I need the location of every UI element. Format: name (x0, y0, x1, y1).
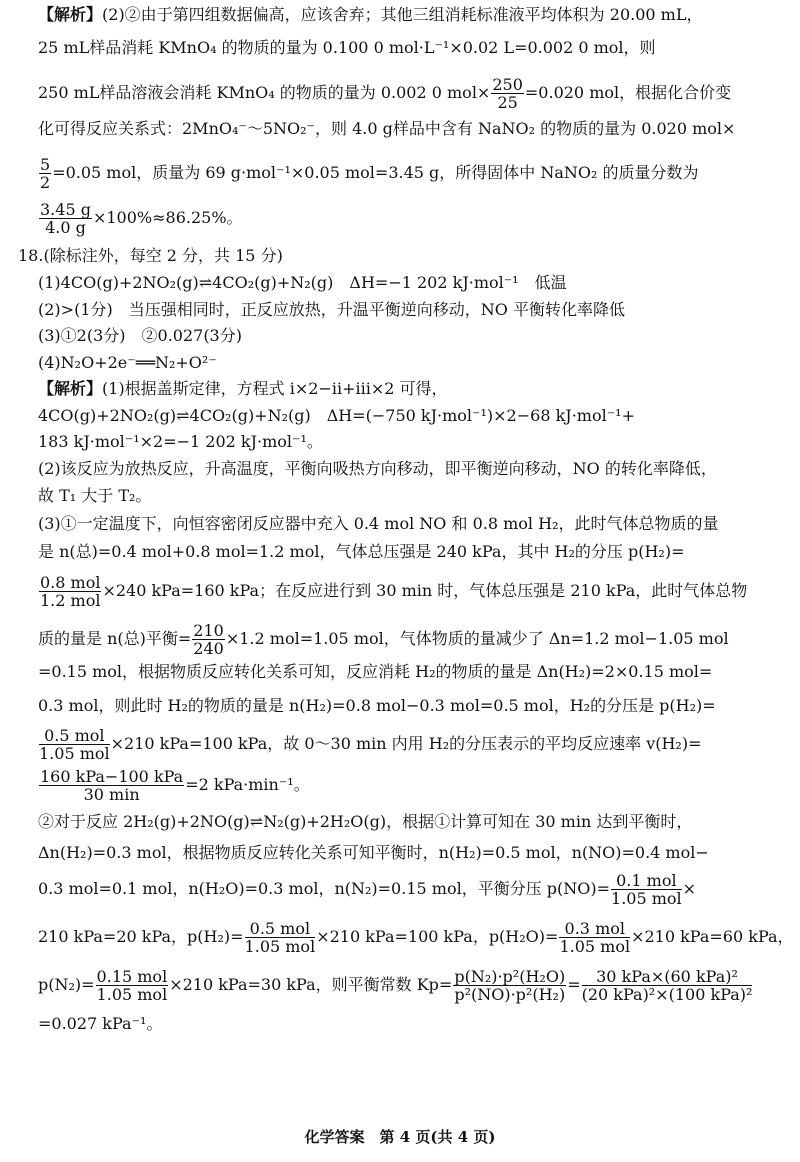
analysis-text: 0.3 mol=0.1 mol，n(H₂O)=0.3 mol，n(N₂)=0.15 mol，平衡分压 p(NO)= (38, 879, 611, 898)
fraction-numerator: 5 (40, 155, 51, 174)
fraction-denominator: (20 kPa)²×(100 kPa)² (581, 985, 753, 1004)
analysis-text: × (682, 879, 697, 898)
page-footer: 化学答案 第 4 页(共 4 页) (304, 1128, 496, 1146)
fraction-denominator: 1.05 mol (96, 985, 168, 1004)
analysis-text: = (567, 975, 581, 994)
analysis-line (38, 622, 729, 657)
fraction-numerator: 30 kPa×(60 kPa)² (582, 968, 753, 986)
analysis-text: (2)②由于第四组数据偏高，应该舍弃；其他三组消耗标准液平均体积为 20.00 mL， (102, 5, 703, 24)
analysis-text: ×100%≈86.25%。 (92, 208, 243, 227)
analysis-line (38, 201, 243, 236)
analysis-text: ×1.2 mol=1.05 mol，气体物质的量减少了 Δn=1.2 mol−1.05 mol (225, 629, 729, 648)
analysis-line: (2)该反应为放热反应，升高温度，平衡向吸热方向移动，即平衡逆向移动，NO 的转化率降低， (38, 459, 717, 478)
analysis-line (38, 920, 794, 955)
analysis-line: =0.15 mol，根据物质反应转化关系可知，反应消耗 H₂的物质的量是 Δn(H₂)=2×0.15 mol= (38, 662, 713, 681)
fraction (39, 768, 184, 803)
analysis-line (38, 968, 753, 1003)
analysis-line: 故 T₁ 大于 T₂。 (38, 486, 152, 505)
fraction (559, 920, 630, 955)
fraction (39, 574, 101, 609)
fraction-denominator: 1.05 mol (559, 937, 631, 956)
fraction-denominator: 1.05 mol (39, 744, 110, 763)
fraction-numerator: 160 kPa−100 kPa (40, 767, 184, 786)
answer-line: (1)4CO(g)+2NO₂(g)⇌4CO₂(g)+N₂(g) ΔH=−1 202 kJ·mol⁻¹ 低温 (38, 273, 567, 292)
analysis-text: ×210 kPa=100 kPa，p(H₂O)= (316, 927, 559, 946)
analysis-line: =0.027 kPa⁻¹。 (38, 1014, 163, 1033)
fraction (453, 968, 566, 1003)
fraction (611, 872, 682, 907)
fraction-numerator: 0.5 mol (245, 920, 316, 938)
fraction-numerator: 210 (193, 621, 224, 640)
fraction-denominator: p²(NO)·p²(H₂) (454, 985, 566, 1004)
analysis-line (38, 378, 448, 400)
analysis-line (38, 727, 702, 762)
fraction-denominator: 1.05 mol (611, 889, 682, 908)
analysis-tag: 【解析】 (38, 379, 103, 398)
fraction (39, 156, 51, 191)
analysis-text: ×210 kPa=30 kPa，则平衡常数 Kp= (169, 975, 453, 994)
fraction-denominator: 25 (497, 93, 518, 112)
fraction-numerator: 250 (492, 75, 523, 94)
analysis-text: 质的量是 n(总)平衡= (38, 629, 192, 648)
fraction-denominator: 4.0 g (45, 218, 86, 237)
analysis-line: 是 n(总)=0.4 mol+0.8 mol=1.2 mol，气体总压强是 240 kPa，其中 H₂的分压 p(H₂)= (38, 542, 685, 561)
analysis-text: ×210 kPa=100 kPa，故 0～30 min 内用 H₂的分压表示的平均反应速率 v(H₂)= (110, 734, 702, 753)
fraction-denominator: 1.2 mol (40, 591, 101, 610)
analysis-line: 4CO(g)+2NO₂(g)⇌4CO₂(g)+N₂(g) ΔH=(−750 kJ·mol⁻¹)×2−68 kJ·mol⁻¹+ (38, 406, 635, 425)
fraction-denominator: 2 (40, 173, 51, 192)
analysis-line: Δn(H₂)=0.3 mol，根据物质反应转化关系可知平衡时，n(H₂)=0.5 mol，n(NO)=0.4 mol− (38, 843, 709, 862)
fraction-numerator: 0.8 mol (40, 573, 101, 592)
analysis-line (38, 872, 696, 907)
analysis-line: 化可得反应关系式：2MnO₄⁻～5NO₂⁻，则 4.0 g样品中含有 NaNO₂ 的物质的量为 0.020 mol× (38, 119, 736, 138)
fraction-numerator: 3.45 g (40, 200, 91, 219)
fraction-denominator: 1.05 mol (244, 937, 316, 956)
analysis-line (38, 156, 699, 191)
answer-line: (4)N₂O+2e⁻══N₂+O²⁻ (38, 353, 217, 372)
fraction-denominator: 240 (193, 639, 224, 658)
fraction-numerator: 0.15 mol (96, 967, 168, 986)
analysis-text: ×240 kPa=160 kPa；在反应进行到 30 min 时，气体总压强是 210 kPa，此时气体总物 (102, 581, 748, 600)
fraction-numerator: 0.3 mol (559, 920, 630, 938)
analysis-line (38, 768, 310, 803)
fraction (39, 727, 110, 762)
analysis-text: ×210 kPa=60 kPa， (631, 927, 794, 946)
analysis-text: p(N₂)= (38, 975, 95, 994)
analysis-line (38, 574, 747, 609)
answer-line: (3)①2(3分) ②0.027(3分) (38, 326, 242, 345)
analysis-line: 183 kJ·mol⁻¹×2=−1 202 kJ·mol⁻¹。 (38, 432, 323, 451)
analysis-line: ②对于反应 2H₂(g)+2NO(g)⇌N₂(g)+2H₂O(g)，根据①计算可知在 30 min 达到平衡时， (38, 812, 693, 831)
fraction-numerator: p(N₂)·p²(H₂O) (454, 967, 566, 986)
fraction-denominator: 30 min (83, 785, 140, 804)
fraction (96, 968, 169, 1003)
fraction (245, 920, 316, 955)
analysis-text: (1)根据盖斯定律，方程式 i×2−ii+iii×2 可得， (102, 379, 448, 398)
fraction (192, 622, 225, 657)
analysis-text: =0.020 mol，根据化合价变 (524, 83, 732, 102)
analysis-line (38, 76, 731, 111)
question-header: 18.(除标注外，每空 2 分，共 15 分) (18, 246, 283, 265)
analysis-line: 0.3 mol，则此时 H₂的物质的量是 n(H₂)=0.8 mol−0.3 mol=0.5 mol，H₂的分压是 p(H₂)= (38, 696, 716, 715)
fraction-numerator: 0.5 mol (39, 727, 110, 745)
fraction (582, 968, 753, 1003)
analysis-text: =2 kPa·min⁻¹。 (185, 775, 310, 794)
analysis-text: 250 mL样品溶液会消耗 KMnO₄ 的物质的量为 0.002 0 mol× (38, 83, 491, 102)
answer-line: (2)>(1分) 当压强相同时，正反应放热，升温平衡逆向移动，NO 平衡转化率降低 (38, 300, 625, 319)
analysis-line (38, 4, 702, 26)
analysis-line: (3)①一定温度下，向恒容密闭反应器中充入 0.4 mol NO 和 0.8 mol H₂，此时气体总物质的量 (38, 514, 719, 533)
fraction (491, 76, 524, 111)
analysis-line: 25 mL样品消耗 KMnO₄ 的物质的量为 0.100 0 mol·L⁻¹×0.02 L=0.002 0 mol，则 (38, 38, 656, 57)
analysis-tag: 【解析】 (38, 5, 103, 24)
analysis-text: 210 kPa=20 kPa，p(H₂)= (38, 927, 244, 946)
fraction (39, 201, 92, 236)
analysis-text: =0.05 mol，质量为 69 g·mol⁻¹×0.05 mol=3.45 g，所得固体中 NaNO₂ 的质量分数为 (52, 163, 699, 182)
fraction-numerator: 0.1 mol (611, 872, 682, 890)
